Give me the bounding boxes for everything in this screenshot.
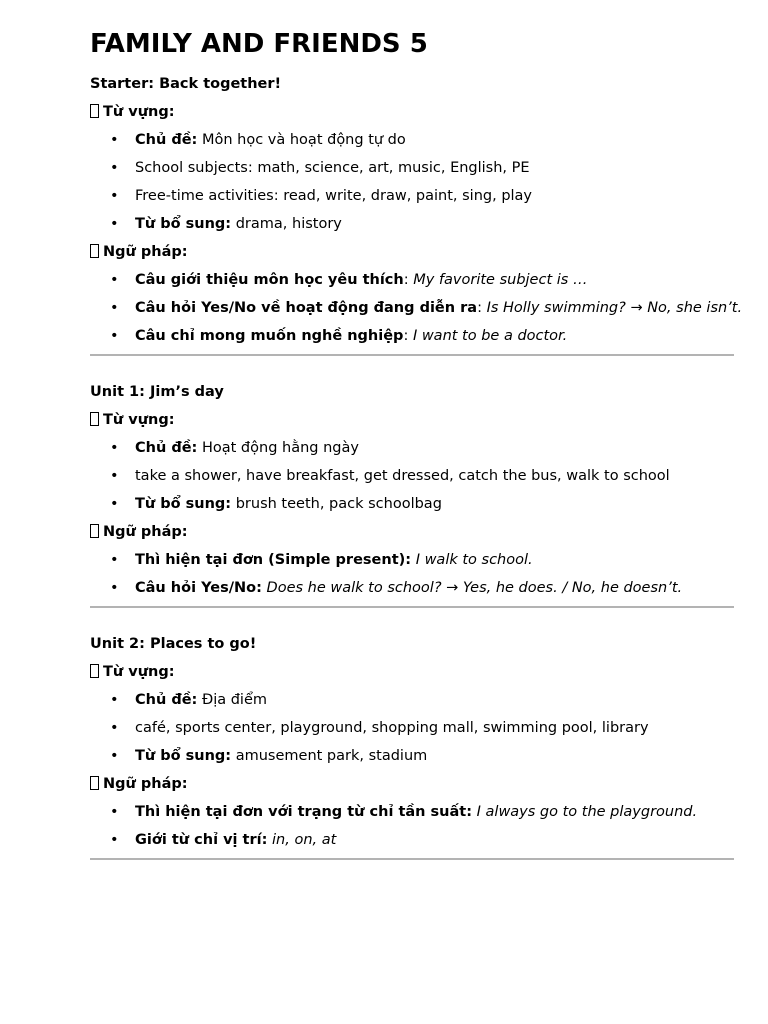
item-bold: Từ bổ sung: (135, 216, 232, 232)
vocab-label: Từ vựng: (103, 412, 175, 428)
list-item (110, 746, 734, 766)
item-example: I want to be a doctor. (412, 328, 568, 344)
section-divider (90, 354, 734, 356)
item-text: take a shower, have breakfast, get dressed, catch the bus, walk to school (135, 468, 670, 484)
item-bold: Từ bổ sung: (135, 496, 232, 512)
grammar-label: Ngữ pháp: (103, 776, 188, 792)
grammar-list (90, 270, 743, 346)
item-text: brush teeth, pack schoolbag (231, 496, 442, 512)
missing-glyph-icon (90, 244, 99, 258)
item-example: Does he walk to school? → Yes, he does. / No, he doesn’t. (266, 580, 683, 596)
item-text: amusement park, stadium (231, 748, 428, 764)
item-bold: Câu hỏi Yes/No: (135, 580, 262, 596)
list-item (110, 718, 734, 738)
list-item (110, 298, 743, 318)
item-sep: : (403, 328, 413, 344)
missing-glyph-icon (90, 524, 99, 538)
list-item (110, 438, 734, 458)
vocab-heading (90, 662, 734, 690)
item-bold: Chủ đề: (135, 440, 198, 456)
list-item (110, 690, 734, 710)
list-item (110, 158, 734, 178)
unit-section-2 (90, 634, 734, 860)
vocab-list (90, 130, 734, 234)
item-text: Địa điểm (197, 692, 268, 708)
item-sep: : (403, 272, 414, 288)
list-item (110, 550, 734, 570)
item-example: I always go to the playground. (476, 804, 698, 820)
missing-glyph-icon (90, 412, 99, 426)
list-item (110, 130, 734, 150)
list-item (110, 466, 734, 486)
item-example: My favorite subject is … (413, 272, 588, 288)
grammar-heading (90, 242, 734, 270)
item-example: Is Holly swimming? → No, she isn’t. (486, 300, 743, 316)
list-item (110, 494, 734, 514)
list-item (110, 186, 734, 206)
vocab-label: Từ vựng: (103, 104, 175, 120)
item-text: Môn học và hoạt động tự do (197, 132, 406, 148)
unit-section-starter (90, 74, 743, 356)
section-divider (90, 858, 734, 860)
item-bold: Chủ đề: (135, 692, 198, 708)
item-bold: Câu hỏi Yes/No về hoạt động đang diễn ra (135, 300, 478, 316)
list-item (110, 802, 734, 822)
list-item (110, 578, 734, 598)
unit-section-1 (90, 382, 734, 608)
item-bold: Giới từ chỉ vị trí: (135, 832, 268, 848)
grammar-list (90, 802, 734, 850)
list-item (110, 270, 734, 290)
list-item (110, 326, 734, 346)
item-text: Hoạt động hằng ngày (197, 440, 359, 456)
item-example: I walk to school. (415, 552, 533, 568)
missing-glyph-icon (90, 664, 99, 678)
unit-title: Starter: Back together! (90, 76, 282, 92)
item-bold: Câu chỉ mong muốn nghề nghiệp (135, 328, 404, 344)
item-bold: Thì hiện tại đơn với trạng từ chỉ tần suất: (135, 804, 473, 820)
list-item (110, 214, 734, 234)
grammar-label: Ngữ pháp: (103, 524, 188, 540)
grammar-label: Ngữ pháp: (103, 244, 188, 260)
grammar-heading (90, 522, 734, 550)
grammar-list (90, 550, 734, 598)
vocab-list (90, 438, 734, 514)
section-divider (90, 606, 734, 608)
item-text: School subjects: math, science, art, music, English, PE (135, 160, 530, 176)
list-item (110, 830, 734, 850)
missing-glyph-icon (90, 776, 99, 790)
grammar-heading (90, 774, 734, 802)
document-title: FAMILY AND FRIENDS 5 (90, 29, 428, 59)
missing-glyph-icon (90, 104, 99, 118)
item-text: drama, history (231, 216, 342, 232)
vocab-heading (90, 410, 734, 438)
item-example: in, on, at (272, 832, 337, 848)
vocab-heading (90, 102, 734, 130)
unit-title: Unit 2: Places to go! (90, 636, 257, 652)
item-text: café, sports center, playground, shopping mall, swimming pool, library (135, 720, 649, 736)
vocab-label: Từ vựng: (103, 664, 175, 680)
item-text: Free-time activities: read, write, draw, paint, sing, play (135, 188, 533, 204)
item-bold: Thì hiện tại đơn (Simple present): (135, 552, 412, 568)
item-bold: Từ bổ sung: (135, 748, 232, 764)
item-bold: Câu giới thiệu môn học yêu thích (135, 272, 404, 288)
item-sep: : (477, 300, 487, 316)
vocab-list (90, 690, 734, 766)
unit-title: Unit 1: Jim’s day (90, 384, 224, 400)
item-bold: Chủ đề: (135, 132, 198, 148)
